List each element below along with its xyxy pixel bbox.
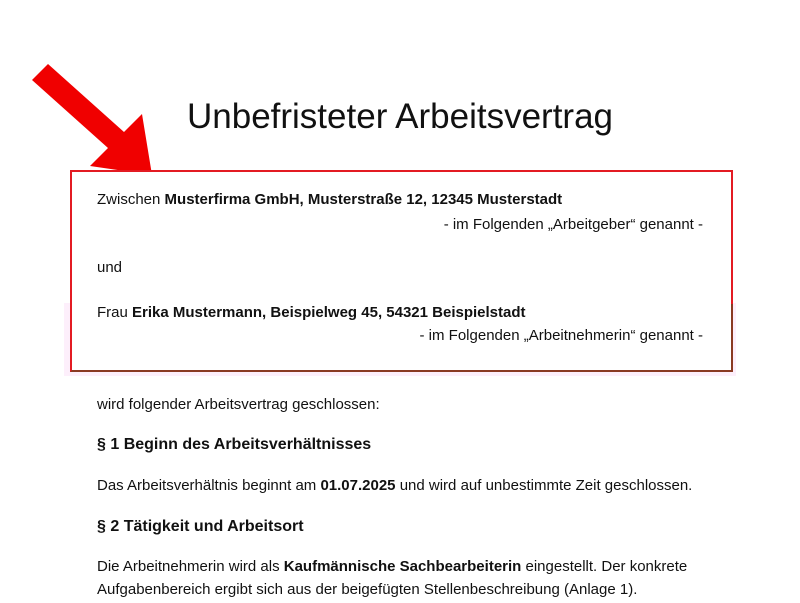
employee-role: - im Folgenden „Arbeitnehmerin“ genannt -	[419, 327, 703, 344]
start-date: 01.07.2025	[320, 477, 396, 494]
employer-name: Musterfirma GmbH, Musterstraße 12, 12345 Musterstadt	[164, 191, 563, 208]
employer-role: - im Folgenden „Arbeitgeber“ genannt -	[443, 216, 703, 233]
between-prefix: Zwischen	[97, 191, 165, 208]
employer-line	[97, 190, 562, 210]
employee-line	[97, 303, 526, 323]
employee-prefix: Frau	[97, 304, 133, 321]
section-2-heading: § 2 Tätigkeit und Arbeitsort	[97, 518, 304, 535]
section-2-text-line2: Aufgabenbereich ergibt sich aus der beigefügten Stellenbeschreibung (Anlage 1).	[97, 581, 638, 598]
document-title: Unbefristeter Arbeitsvertrag	[186, 97, 613, 136]
section-1-heading: § 1 Beginn des Arbeitsverhältnisses	[97, 436, 372, 453]
section-1-text: Das Arbeitsverhältnis beginnt am 01.07.2025 und wird auf unbestimmte Zeit geschlossen.	[97, 477, 693, 494]
and-conjunction: und	[97, 259, 123, 276]
section-2-text-line1: Die Arbeitnehmerin wird als Kaufmännische Sachbearbeiterin eingestellt. Der konkrete	[97, 558, 688, 575]
intro-text: wird folgender Arbeitsvertrag geschlossen:	[97, 396, 380, 413]
job-title: Kaufmännische Sachbearbeiterin	[283, 558, 522, 575]
employee-name: Erika Mustermann, Beispielweg 45, 54321 Beispielstadt	[132, 304, 526, 321]
